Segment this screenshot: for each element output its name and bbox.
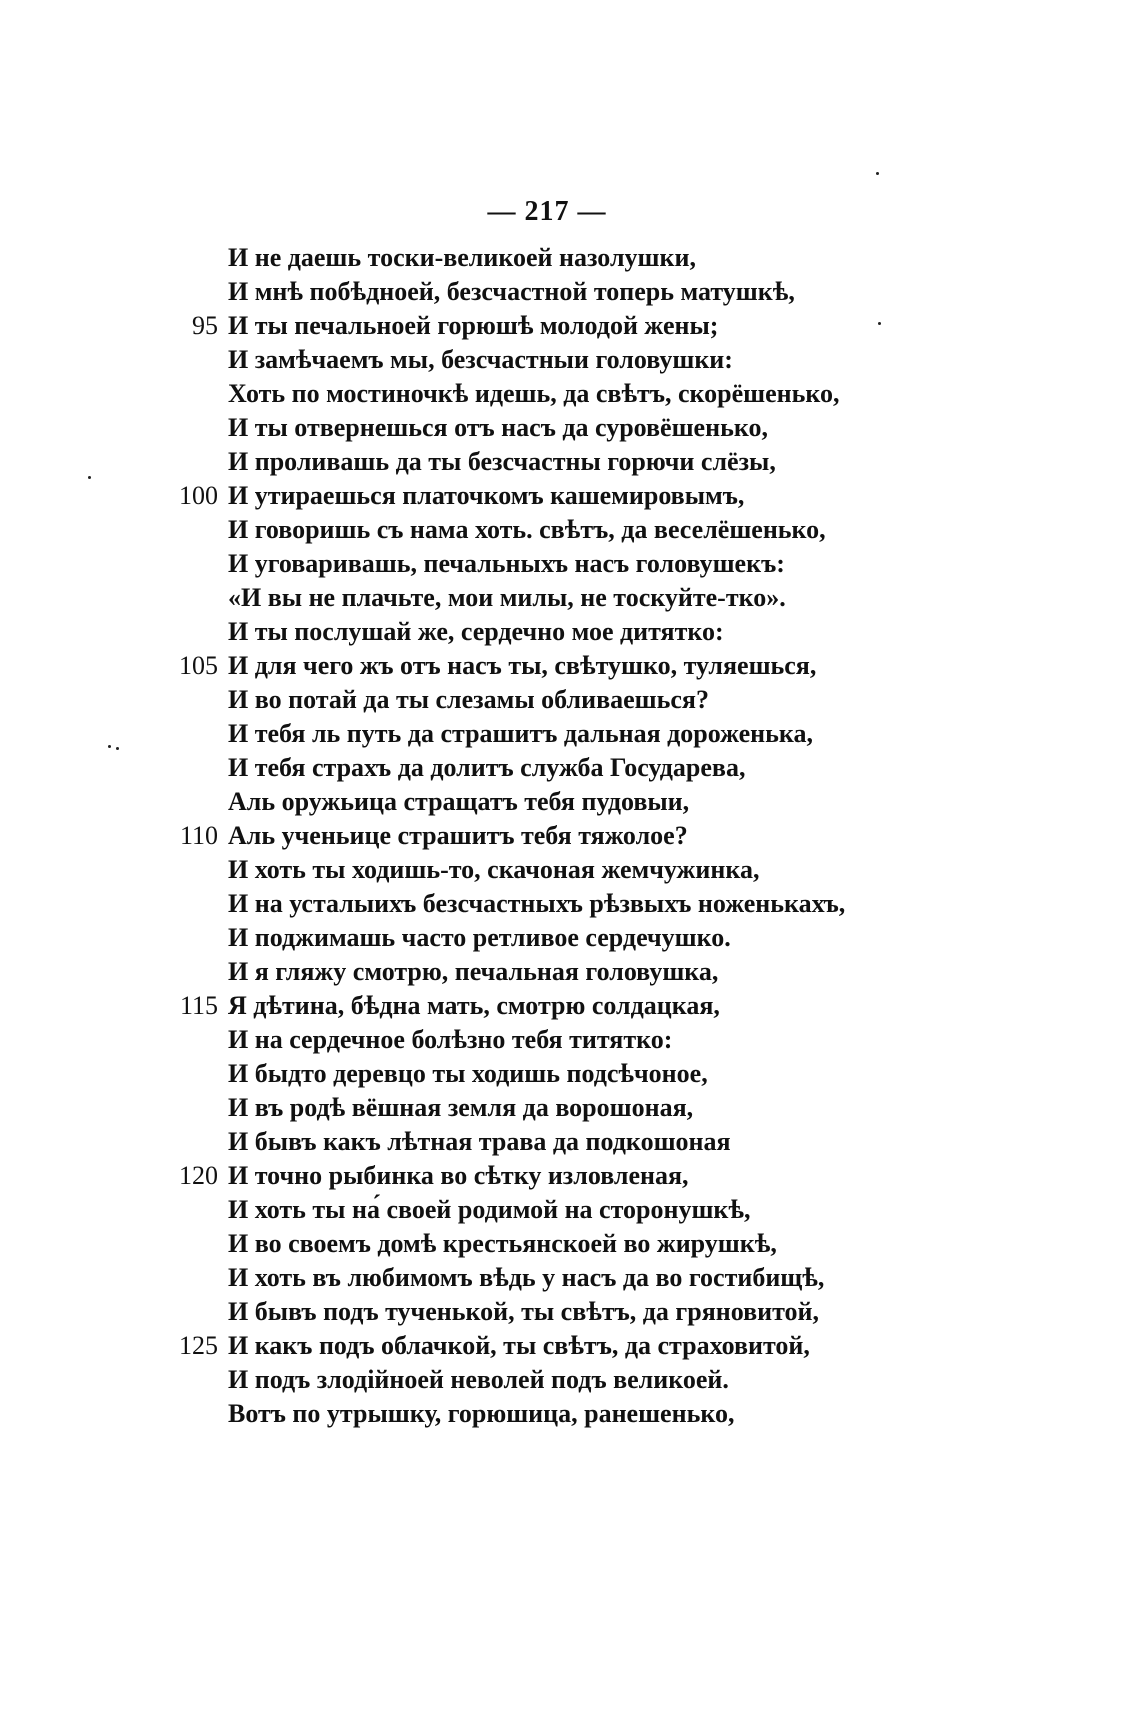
poem-line: [0, 615, 1140, 649]
line-text: Аль оружьица стращатъ тебя пудовыи,: [228, 787, 690, 816]
line-text: И хоть въ любимомъ вѣдь у насъ да во гостибищѣ,: [228, 1263, 825, 1292]
poem-line: [0, 377, 1140, 411]
poem-line: [0, 309, 1140, 343]
poem-line: [0, 1125, 1140, 1159]
print-speck: [88, 476, 91, 479]
poem-line: [0, 581, 1140, 615]
poem-line: [0, 853, 1140, 887]
poem-line: [0, 479, 1140, 513]
line-text: И какъ подъ облачкой, ты свѣтъ, да страховитой,: [228, 1331, 810, 1360]
poem-line: [0, 547, 1140, 581]
poem-line: [0, 1057, 1140, 1091]
print-speck: [108, 745, 111, 748]
poem-line: [0, 1397, 1140, 1431]
line-text: И ты печальноей горюшѣ молодой жены;: [228, 311, 719, 340]
line-text: И на усталыихъ безсчастныхъ рѣзвыхъ ноженькахъ,: [228, 889, 846, 918]
line-text: И тебя ль путь да страшитъ дальная дороженька,: [228, 719, 813, 748]
poem-line: [0, 343, 1140, 377]
print-speck: [876, 172, 879, 175]
poem-line: [0, 445, 1140, 479]
line-text: И ты послушай же, сердечно мое дитятко:: [228, 617, 724, 646]
poem-line: [0, 989, 1140, 1023]
poem-line: [0, 1363, 1140, 1397]
poem-line: [0, 411, 1140, 445]
line-text: И замѣчаемъ мы, безсчастныи головушки:: [228, 345, 733, 374]
line-text: Вотъ по утрышку, горюшица, ранешенько,: [228, 1399, 735, 1428]
poem-line: [0, 649, 1140, 683]
line-number: 100: [179, 481, 218, 510]
line-number: 110: [179, 821, 218, 850]
line-text: И бывъ подъ тученькой, ты свѣтъ, да гряновитой,: [228, 1297, 820, 1326]
poem-line: [0, 921, 1140, 955]
line-text: И утираешься платочкомъ кашемировымъ,: [228, 481, 745, 510]
poem-line: [0, 785, 1140, 819]
line-text: И хоть ты на́ своей родимой на сторонушкѣ,: [228, 1195, 751, 1224]
poem-line: [0, 751, 1140, 785]
line-text: И на сердечное болѣзно тебя титятко:: [228, 1025, 673, 1054]
line-text: И быдто деревцо ты ходишь подсѣчоное,: [228, 1059, 708, 1088]
line-text: И во своемъ домѣ крестьянскоей во жирушкѣ,: [228, 1229, 777, 1258]
poem-line: [0, 717, 1140, 751]
print-speck: [116, 747, 119, 750]
line-text: И подъ злодійноей неволей подъ великоей.: [228, 1365, 729, 1394]
poem-line: [0, 1261, 1140, 1295]
poem-line: [0, 241, 1140, 275]
line-text: И не даешь тоски-великоей назолушки,: [228, 243, 696, 272]
line-text: И говоришь съ нама хоть. свѣтъ, да веселёшенько,: [228, 515, 826, 544]
poem-line: [0, 955, 1140, 989]
line-text: И точно рыбинка во сѣтку изловленая,: [228, 1161, 689, 1190]
line-number: 125: [179, 1331, 218, 1360]
poem-line: [0, 1295, 1140, 1329]
line-text: Я дѣтина, бѣдна мать, смотрю солдацкая,: [228, 991, 720, 1020]
poem-line: [0, 1159, 1140, 1193]
poem-line: [0, 1227, 1140, 1261]
line-text: И для чего жъ отъ насъ ты, свѣтушко, туляешься,: [228, 651, 817, 680]
line-number: 120: [179, 1161, 218, 1190]
poem-line: [0, 1193, 1140, 1227]
line-number: 105: [179, 651, 218, 680]
line-text: И проливашь да ты безсчастны горючи слёзы,: [228, 447, 776, 476]
line-text: И поджимашь часто ретливое сердечушко.: [228, 923, 731, 952]
line-number: 115: [179, 991, 218, 1020]
poem-line: [0, 1023, 1140, 1057]
line-text: И бывъ какъ лѣтная трава да подкошоная: [228, 1127, 731, 1156]
line-text: «И вы не плачьте, мои милы, не тоскуйте-тко».: [228, 583, 786, 612]
poem-line: [0, 275, 1140, 309]
line-text: И хоть ты ходишь-то, скачоная жемчужинка,: [228, 855, 760, 884]
line-text: И тебя страхъ да долитъ служба Государева,: [228, 753, 746, 782]
line-text: И ты отвернешься отъ насъ да суровёшенько,: [228, 413, 768, 442]
line-text: И уговаривашь, печальныхъ насъ головушекъ:: [228, 549, 785, 578]
line-number: 95: [192, 311, 218, 340]
poem-line: [0, 1091, 1140, 1125]
poem-text: [0, 241, 1140, 1431]
line-text: Хоть по мостиночкѣ идешь, да свѣтъ, скорёшенько,: [228, 379, 840, 408]
line-text: И въ родѣ вёшная земля да ворошоная,: [228, 1093, 694, 1122]
poem-line: [0, 683, 1140, 717]
poem-line: [0, 819, 1140, 853]
poem-line: [0, 887, 1140, 921]
poem-line: [0, 513, 1140, 547]
page-number: — 217 —: [487, 196, 607, 227]
poem-line: [0, 1329, 1140, 1363]
line-text: Аль ученьице страшитъ тебя тяжолое?: [228, 821, 688, 850]
line-text: И мнѣ побѣдноей, безсчастной топерь матушкѣ,: [228, 277, 795, 306]
line-text: И во потай да ты слезамы обливаешься?: [228, 685, 709, 714]
print-speck: [878, 322, 881, 325]
line-text: И я гляжу смотрю, печальная головушка,: [228, 957, 719, 986]
